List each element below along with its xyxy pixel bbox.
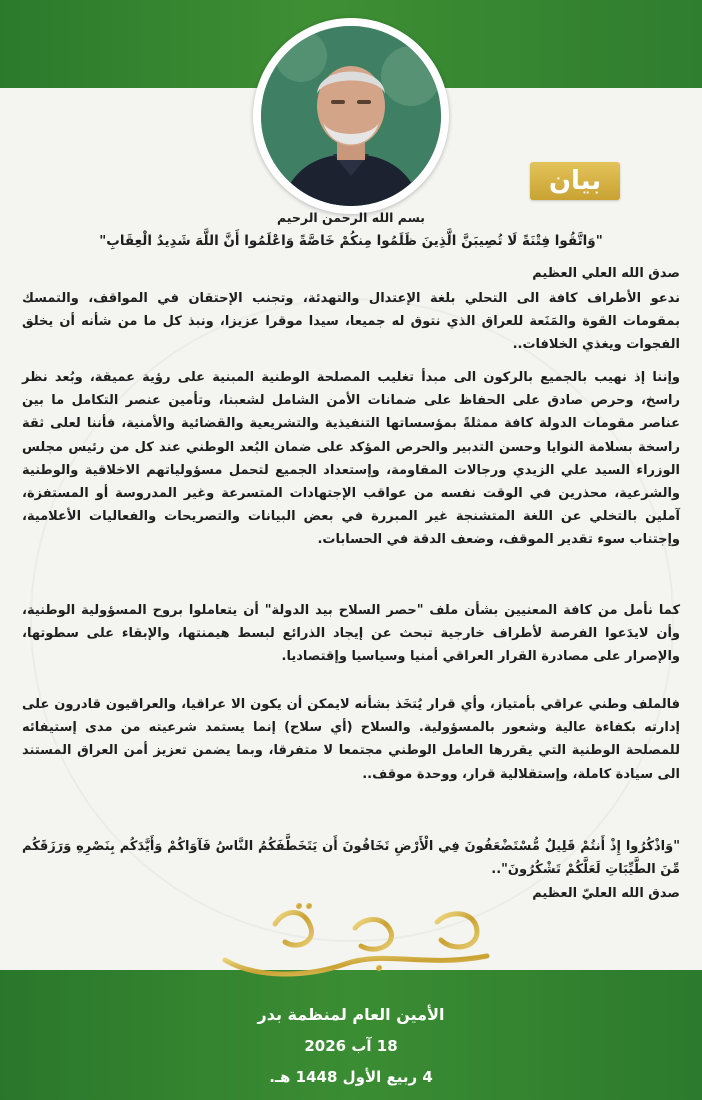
statement-badge: بيان	[530, 162, 620, 200]
paragraph-1: ندعو الأطراف كافة الى التحلي بلغة الإعتدال والتهدئة، وتجنب الإحتقان في المواقف، والتمسك بمقومات القوة والمَنَعة للعراق الذي نتوق له جميعا، سيدا موقرا عزيزا، ونبذ كل ما من شأنه أن يخلق الفجوات ويغذي الخلافات..	[22, 291, 680, 353]
paragraph-2: وإننا إذ نهيب بالجميع بالركون الى مبدأ تغليب المصلحة الوطنية المبنية على رؤية عميقة، وبُعد نظر راسخ، وحرص صادق على الحفاظ على ضمانات الأمن الشامل لشعبنا، وتأمين عنصر التكامل ما بين عناصر مقومات الدولة كافة ممثلةً بمؤسساتها التنفيذية والتشريعية والقضائية والأمنية، فأننا لعلى ثقة راسخة بسلامة النوايا وحسن التدبير والحرص المؤكد على ضمان البُعد الوطني عند كل من رئيس مجلس الوزراء السيد علي الزيدي ورجالات المقاومة، وإستعداد الجميع لتحمل مسؤولياتهم الاخلاقية والوطنية والشرعية، محذرين في الوقت نفسه من عواقب الإجتهادات المتسرعة وغير المدروسة أو المستفزة، آملين بالتخلي عن اللغة المتشنجة غير المبررة في بعض البيانات والتصريحات والفعاليات الأعلامية، وإجتناب سوء تقدير الموقف، وضعف الدقة في الحسابات.	[22, 370, 680, 548]
sadaqa-top: صدق الله العلي العظيم	[532, 266, 680, 281]
footer-date-gregorian: 18 آب 2026	[304, 1037, 398, 1055]
footer-date-hijri: 4 ربيع الأول 1448 هـ.	[269, 1068, 433, 1086]
paragraph-3: كما نأمل من كافة المعنيين بشأن ملف "حصر السلاح بيد الدولة" أن يتعاملوا بروح المسؤولية الوطنية، وأن لايدَعوا الفرصة لأطراف خارجية تبحث عن إيجاد الذرائع لبسط هيمنتها، والإبقاء على سطوتها، والإصرار على مصادرة القرار العراقي أمنيا وسياسيا وإقتصاديا.	[22, 603, 680, 665]
paragraph-4: فالملف وطني عراقي بأمتياز، وأي قرار يُتخَذ بشأنه لايمكن أن يكون الا عراقيا، والعراقيون قادرون على إدارته بكفاءة عالية وشعور بالمسؤولية. والسلاح (أي سلاح) إنما يستمد شرعيته من مدى إستيفائه للمصلحة الوطنية التي يقررها العامل الوطني مجتمعا لا متفرقا، وبما يضمن تعزيز أمن العراق المستند الى سيادة كاملة، وإستقلالية قرار، ووحدة موقف..	[22, 697, 680, 782]
calligraphy-signature-icon	[215, 898, 500, 984]
footer-role: الأمين العام لمنظمة بدر	[257, 1005, 445, 1024]
sadaqa-bottom: صدق الله العليّ العظيم	[532, 886, 680, 901]
basmala: بسم الله الرحمن الرحيم	[277, 210, 425, 225]
verse-bottom: "وَاذْكُرُوا إِذْ أَنتُمْ قَلِيلٌ مُّسْتَضْعَفُونَ فِي الْأَرْضِ تَخَافُونَ أَن يَتَخَطَّفَكُمُ النَّاسُ فَآوَاكُمْ وَأَيَّدَكُم بِنَصْرِهِ وَرَزَقَكُم مِّنَ الطَّيِّبَاتِ لَعَلَّكُمْ تَشْكُرُونَ"..	[22, 839, 680, 878]
portrait-frame	[253, 18, 449, 214]
verse-top: "وَاتَّقُوا فِتْنَةً لَا تُصِيبَنَّ الَّذِينَ ظَلَمُوا مِنكُمْ خَاصَّةً وَاعْلَمُوا أَنَّ اللَّهَ شَدِيدُ الْعِقَابِ"	[99, 233, 603, 249]
portrait-photo-icon	[261, 26, 441, 206]
